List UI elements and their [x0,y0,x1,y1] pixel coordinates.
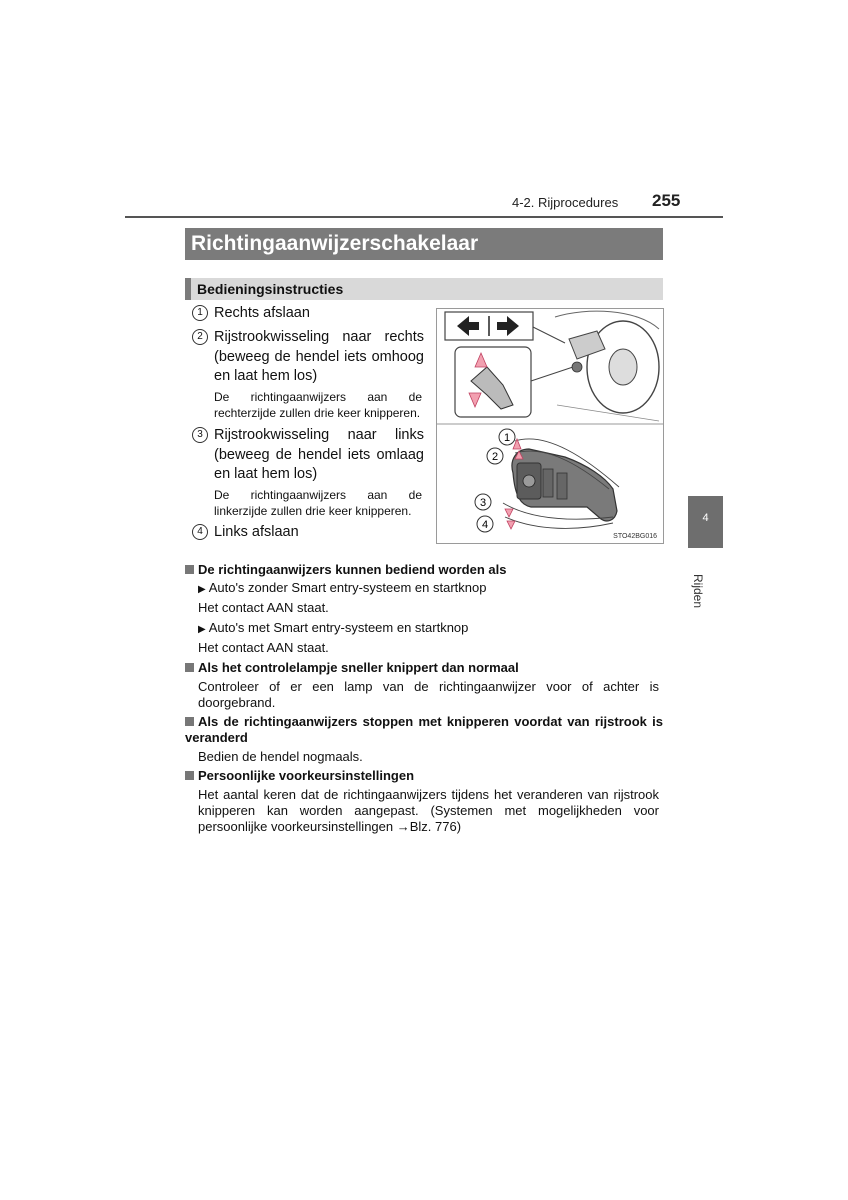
section-text: Bedien de hendel nogmaals. [198,749,363,764]
lever-diagram [437,309,663,543]
callout-number: 3 [479,497,487,509]
down-arrow-icon [507,521,515,529]
instruction-item [192,328,424,387]
section-heading: Als de richtingaanwijzers stoppen met knipperen voordat van rijstrook is veranderd [185,714,663,745]
bullet-square [185,717,194,726]
step-number: 4 [192,524,208,540]
callout-line [533,327,565,343]
stalk-tip [572,362,582,372]
condition-item: ▶ Auto's zonder Smart entry-systeem en startknop [198,580,487,595]
instruction-item [192,523,424,543]
instruction-item [192,304,424,324]
header-divider [125,216,723,218]
chapter-heading: 4-2. Rijprocedures [512,195,619,210]
figure-code: STO42BG016 [613,533,657,540]
lever-ring [543,469,553,497]
section-subtitle: Bedieningsinstructies [185,278,663,300]
step-number: 1 [192,305,208,321]
instruction-text: Rijstrookwisseling naar links (beweeg de hendel iets omlaag en laat hem los) [214,427,424,482]
turn-signal-lever-illustration [436,308,664,544]
section-heading: De richtingaanwijzers kunnen bediend worden als [185,562,663,578]
step-number: 3 [192,427,208,443]
instruction-note: De richtingaanwijzers aan de linkerzijde zullen drie keer knipperen. [214,488,422,518]
section-text: Controleer of er een lamp van de richtingaanwijzer voor of achter is doorgebrand. [198,679,659,710]
instruction-text: Rijstrookwisseling naar rechts (beweeg de hendel iets omhoog en laat hem los) [214,329,424,384]
callout-number: 2 [491,451,499,463]
steering-hub [609,349,637,385]
down-arrow-icon [505,509,513,517]
bullet-square [185,565,194,574]
chapter-tab-label: Rijden [691,574,705,609]
light-icon [523,475,535,487]
page-number: 255 [652,191,681,210]
bullet-square [185,771,194,780]
callout-number: 4 [481,519,489,531]
section-text: Het aantal keren dat de richtingaanwijzers tijdens het veranderen van rijstrook knipperen kan worden aangepast. (Systemen met mogelijkheden voor persoonlijke voorkeursinstellingen →Blz. 776) [198,787,659,834]
dashboard-line [557,405,659,421]
triangle-bullet-icon: ▶ [198,624,206,635]
section-text: Het contact AAN staat. [198,600,329,615]
condition-item: ▶ Auto's met Smart entry-systeem en startknop [198,620,469,635]
instruction-text: Links afslaan [214,524,299,540]
callout-line [531,367,573,381]
section-heading: Als het controlelampje sneller knippert dan normaal [185,660,663,676]
column-stalk [569,331,605,359]
chapter-tab: 4 [688,496,723,548]
bullet-square [185,663,194,672]
callout-number: 1 [503,432,511,444]
step-number: 2 [192,329,208,345]
instruction-note: De richtingaanwijzers aan de rechterzijde zullen drie keer knipperen. [214,390,422,420]
triangle-bullet-icon: ▶ [198,584,206,595]
page-title: Richtingaanwijzerschakelaar [185,228,663,260]
lever-ring [557,473,567,499]
section-text: Het contact AAN staat. [198,640,329,655]
instruction-text: Rechts afslaan [214,305,310,321]
section-heading: Persoonlijke voorkeursinstellingen [185,768,663,784]
instruction-item [192,426,424,485]
